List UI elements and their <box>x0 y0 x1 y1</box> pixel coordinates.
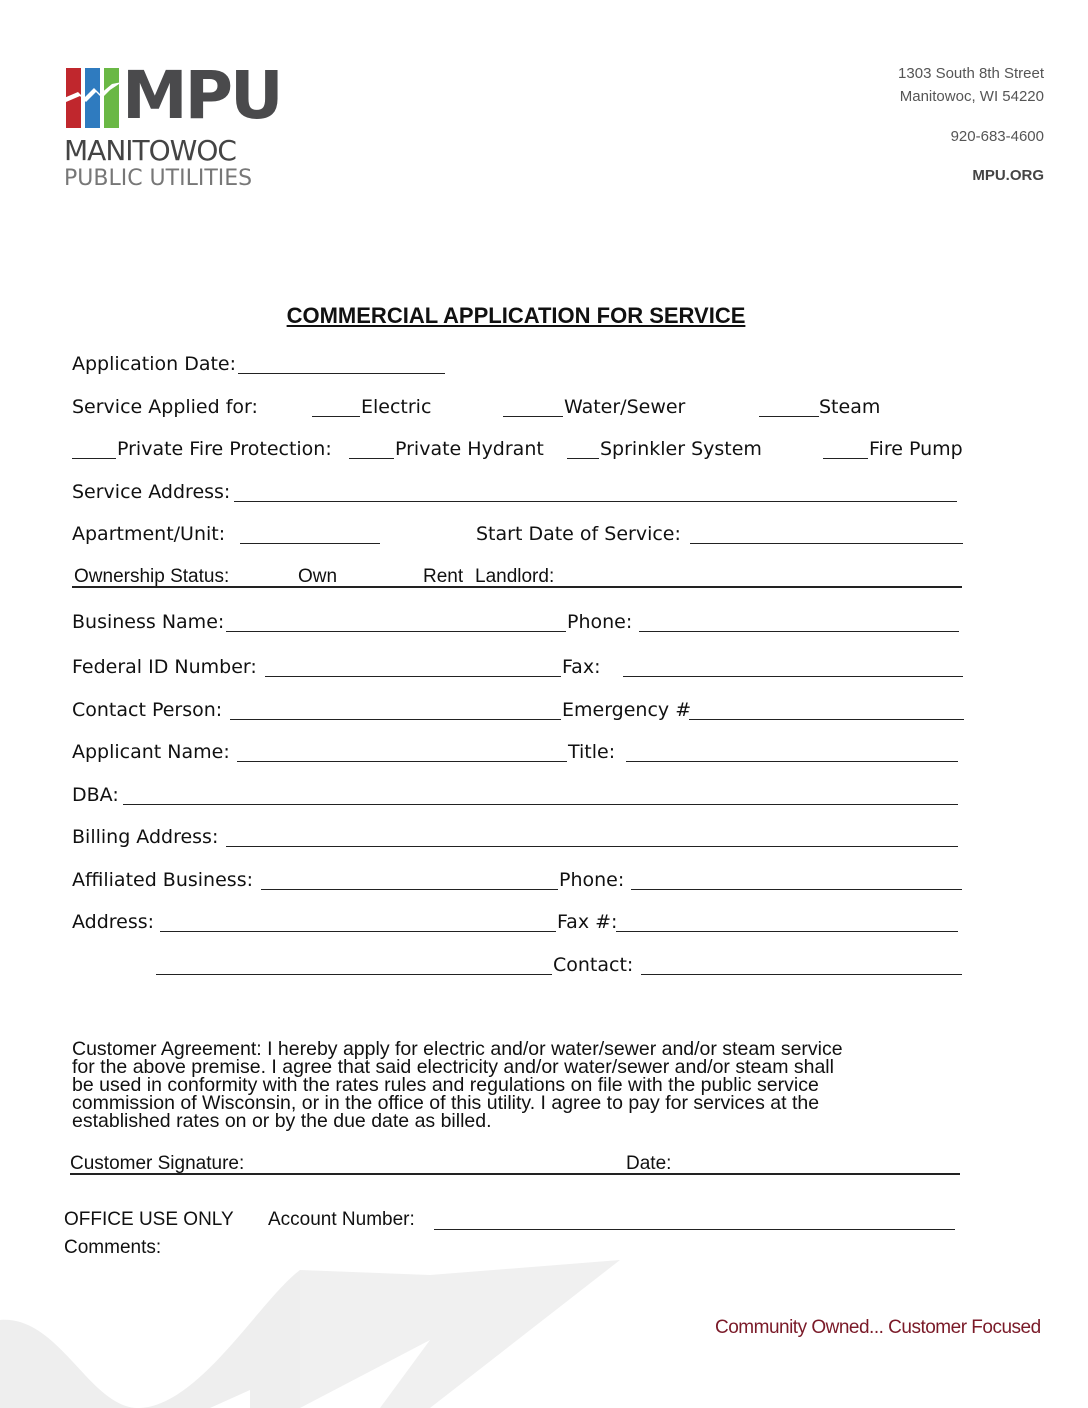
apartment-unit-label: Apartment/Unit: <box>72 523 226 545</box>
own-option[interactable]: Own <box>298 566 338 587</box>
website[interactable]: MPU.ORG <box>972 167 1044 184</box>
contact-person-label: Contact Person: <box>72 699 223 721</box>
business-name-field[interactable] <box>226 631 566 632</box>
contact-field[interactable] <box>641 974 962 975</box>
applicant-name-label: Applicant Name: <box>72 741 230 763</box>
address-field[interactable] <box>160 931 556 932</box>
fire-pump-checkbox[interactable] <box>823 458 868 459</box>
account-number-field[interactable] <box>434 1229 955 1230</box>
service-address-label: Service Address: <box>72 481 231 503</box>
electric-checkbox[interactable] <box>312 416 360 417</box>
private-hydrant-label: Private Hydrant <box>395 438 544 460</box>
service-applied-label: Service Applied for: <box>72 396 258 418</box>
start-date-label: Start Date of Service: <box>476 523 681 545</box>
application-date-field[interactable] <box>238 373 445 374</box>
landlord-field[interactable] <box>72 586 962 588</box>
water-sewer-checkbox[interactable] <box>503 416 563 417</box>
application-date-label: Application Date: <box>72 353 237 375</box>
address-line2: Manitowoc, WI 54220 <box>899 88 1044 105</box>
address-line1: 1303 South 8th Street <box>898 65 1044 82</box>
mpu-logo <box>64 57 281 196</box>
landlord-label: Landlord: <box>475 566 555 587</box>
federal-id-label: Federal ID Number: <box>72 656 257 678</box>
account-number-label: Account Number: <box>268 1209 415 1230</box>
fax-number-field[interactable] <box>616 931 958 932</box>
fire-pump-label: Fire Pump <box>869 438 963 460</box>
customer-agreement <box>72 1040 952 1130</box>
customer-signature-label: Customer Signature: <box>70 1153 245 1174</box>
phone-field[interactable] <box>639 631 959 632</box>
logo-public-utilities: PUBLIC UTILITIES <box>64 166 253 191</box>
contact-label: Contact: <box>553 954 634 976</box>
service-address-field[interactable] <box>234 501 957 502</box>
affiliated-phone-field[interactable] <box>631 889 962 890</box>
private-fire-protection-label: Private Fire Protection: <box>117 438 332 460</box>
steam-checkbox[interactable] <box>759 416 819 417</box>
title-field[interactable] <box>626 761 958 762</box>
customer-signature-field[interactable] <box>70 1173 960 1175</box>
rent-option[interactable]: Rent <box>423 566 464 587</box>
office-use-label: OFFICE USE ONLY <box>64 1209 234 1230</box>
federal-id-field[interactable] <box>265 676 561 677</box>
watermark-graphic <box>0 1260 700 1408</box>
affiliated-phone-label: Phone: <box>559 869 625 891</box>
apartment-unit-field[interactable] <box>240 543 380 544</box>
applicant-name-field[interactable] <box>237 761 567 762</box>
phone-label: Phone: <box>567 611 633 633</box>
affiliated-business-field[interactable] <box>261 889 558 890</box>
private-hydrant-checkbox[interactable] <box>349 458 394 459</box>
affiliated-business-label: Affiliated Business: <box>72 869 253 891</box>
contact-person-field[interactable] <box>230 719 561 720</box>
sprinkler-system-label: Sprinkler System <box>600 438 762 460</box>
emergency-field[interactable] <box>689 719 964 720</box>
billing-address-field[interactable] <box>226 846 958 847</box>
phone-number: 920-683-4600 <box>950 128 1044 145</box>
start-date-field[interactable] <box>690 543 963 544</box>
address-label: Address: <box>72 911 155 933</box>
electric-label: Electric <box>361 396 432 418</box>
agreement-line: Customer Agreement: I hereby apply for electric and/or water/sewer and/or steam service <box>72 1038 843 1060</box>
title-label: Title: <box>568 741 616 763</box>
steam-label: Steam <box>819 396 881 418</box>
form-title: COMMERCIAL APPLICATION FOR SERVICE <box>286 303 746 328</box>
billing-address-label: Billing Address: <box>72 826 219 848</box>
footer-tagline: Community Owned... Customer Focused <box>715 1317 1041 1338</box>
logo-manitowoc: MANITOWOC <box>64 134 236 167</box>
comments-label: Comments: <box>64 1237 162 1258</box>
business-name-label: Business Name: <box>72 611 225 633</box>
private-fire-protection-checkbox[interactable] <box>72 458 116 459</box>
dba-label: DBA: <box>72 784 119 806</box>
signature-date-label: Date: <box>626 1153 672 1174</box>
agreement-line: be used in conformity with the rates rules and regulations on file with the public service <box>72 1074 819 1096</box>
ownership-status-label: Ownership Status: <box>74 566 230 587</box>
dba-field[interactable] <box>123 804 958 805</box>
emergency-label: Emergency # <box>562 699 692 721</box>
agreement-line: commission of Wisconsin, or in the office of this utility. I agree to pay for services at the <box>72 1092 820 1114</box>
logo-mark: MPU <box>122 57 281 134</box>
fax-field[interactable] <box>623 676 963 677</box>
sprinkler-system-checkbox[interactable] <box>567 458 599 459</box>
fax-label: Fax: <box>562 656 601 678</box>
address-line2-field[interactable] <box>156 974 552 975</box>
agreement-line: established rates on or by the due date as billed. <box>72 1110 492 1132</box>
water-sewer-label: Water/Sewer <box>564 396 686 418</box>
fax-number-label: Fax #: <box>557 911 618 933</box>
agreement-line: for the above premise. I agree that said electricity and/or water/sewer and/or steam shall <box>72 1056 834 1078</box>
